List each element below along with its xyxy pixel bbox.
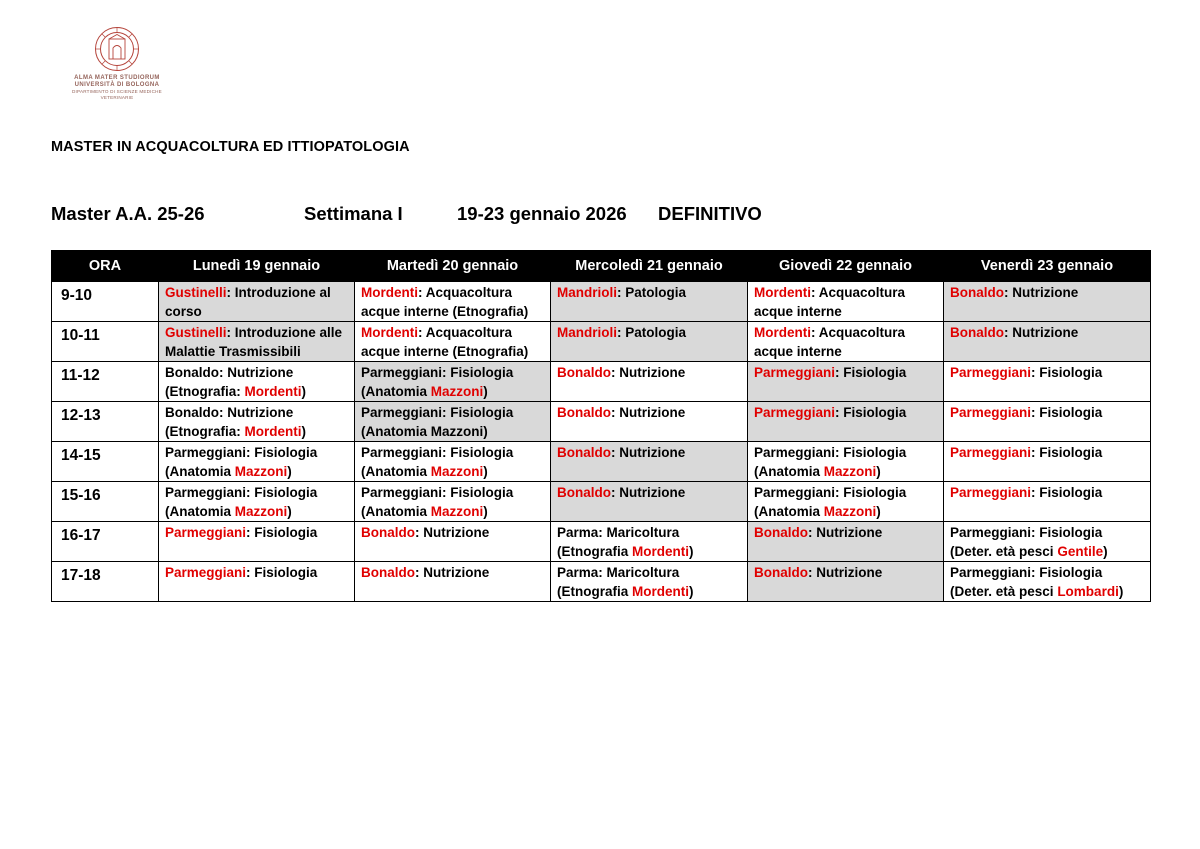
lecturer-name: Mordenti — [632, 544, 690, 559]
timetable — [51, 250, 1151, 602]
schedule-cell — [355, 482, 551, 522]
lecturer-name: Bonaldo — [950, 285, 1004, 300]
lecturer-name: Mazzoni — [430, 504, 484, 519]
schedule-cell — [159, 402, 355, 442]
cell-text: Parmeggiani: Fisiologia (Anatomia — [361, 445, 514, 479]
lecturer-name: Mazzoni — [430, 384, 484, 399]
cell-text: Parmeggiani: Fisiologia (Anatomia — [361, 485, 514, 519]
cell-text: ) — [689, 584, 694, 599]
lecturer-name: Parmeggiani — [165, 525, 247, 540]
schedule-cell — [551, 402, 748, 442]
schedule-cell — [355, 282, 551, 322]
cell-text: : Nutrizione — [415, 565, 490, 580]
cell-text: ) — [876, 464, 881, 479]
time-cell: 11-12 — [52, 362, 159, 402]
cell-text: : Nutrizione — [1004, 285, 1079, 300]
table-row — [52, 322, 1151, 362]
cell-text: : Nutrizione — [611, 445, 686, 460]
cell-text: : Fisiologia — [246, 525, 318, 540]
cell-text: : Fisiologia — [835, 405, 907, 420]
cell-text: ) — [1118, 584, 1124, 599]
time-cell: 9-10 — [52, 282, 159, 322]
lecturer-name: Mordenti — [361, 325, 418, 340]
cell-text: Parmeggiani: Fisiologia (Deter. età pesci — [950, 565, 1103, 599]
cell-text: Parmeggiani: Fisiologia (Anatomia — [165, 445, 318, 479]
time-cell: 10-11 — [52, 322, 159, 362]
lecturer-name: Parmeggiani — [950, 405, 1032, 420]
schedule-cell — [551, 522, 748, 562]
schedule-cell — [551, 362, 748, 402]
date-range-label: 19-23 gennaio 2026 — [457, 203, 627, 224]
schedule-cell — [944, 562, 1151, 602]
cell-text: : Nutrizione — [611, 365, 686, 380]
cell-text: Parmeggiani: Fisiologia (Anatomia — [754, 445, 907, 479]
lecturer-name: Lombardi — [1057, 584, 1119, 599]
lecturer-name: Mordenti — [244, 424, 302, 439]
lecturer-name: Bonaldo — [557, 405, 611, 420]
lecturer-name: Parmeggiani — [165, 565, 247, 580]
cell-text: : Patologia — [617, 325, 687, 340]
table-row — [52, 442, 1151, 482]
lecturer-name: Mordenti — [632, 584, 690, 599]
column-header: Martedì 20 gennaio — [355, 251, 551, 282]
column-header: Venerdì 23 gennaio — [944, 251, 1151, 282]
lecturer-name: Mordenti — [361, 285, 418, 300]
cell-text: : Nutrizione — [415, 525, 490, 540]
timetable-body — [52, 282, 1151, 602]
schedule-cell — [944, 282, 1151, 322]
lecturer-name: Mazzoni — [430, 464, 484, 479]
schedule-cell — [748, 482, 944, 522]
logo-text-line3: DIPARTIMENTO DI SCIENZE MEDICHE VETERINARIE — [72, 89, 162, 100]
cell-text: : Acquacoltura acque interne — [754, 285, 906, 319]
cell-text: ) — [1103, 544, 1108, 559]
schedule-cell — [748, 562, 944, 602]
cell-text: : Nutrizione — [1004, 325, 1079, 340]
cell-text: Parma: Maricoltura (Etnografia — [557, 525, 680, 559]
logo-text-line1: ALMA MATER STUDIORUM — [74, 75, 160, 81]
lecturer-name: Parmeggiani — [950, 445, 1032, 460]
lecturer-name: Parmeggiani — [754, 405, 836, 420]
lecturer-name: Mordenti — [244, 384, 302, 399]
timetable-head-row — [52, 251, 1151, 282]
schedule-cell — [355, 322, 551, 362]
cell-text: : Nutrizione — [611, 485, 686, 500]
schedule-cell — [551, 322, 748, 362]
cell-text: : Fisiologia — [1031, 445, 1103, 460]
schedule-cell — [355, 442, 551, 482]
cell-text: : Fisiologia — [1031, 405, 1103, 420]
schedule-cell — [159, 562, 355, 602]
schedule-cell — [944, 482, 1151, 522]
lecturer-name: Parmeggiani — [950, 365, 1032, 380]
time-cell: 14-15 — [52, 442, 159, 482]
cell-text: ) — [483, 504, 488, 519]
cell-text: : Nutrizione — [808, 525, 883, 540]
table-row — [52, 482, 1151, 522]
schedule-cell — [355, 522, 551, 562]
schedule-cell — [748, 362, 944, 402]
lecturer-name: Mazzoni — [823, 464, 877, 479]
schedule-cell — [159, 362, 355, 402]
lecturer-name: Parmeggiani — [950, 485, 1032, 500]
schedule-cell — [159, 482, 355, 522]
university-seal-icon — [94, 26, 140, 72]
schedule-cell — [355, 362, 551, 402]
lecturer-name: Bonaldo — [754, 525, 808, 540]
cell-text: : Introduzione alle Malattie Trasmissibili — [165, 325, 343, 359]
schedule-cell — [748, 442, 944, 482]
table-row — [52, 402, 1151, 442]
schedule-cell — [944, 442, 1151, 482]
cell-text: Parmeggiani: Fisiologia (Anatomia — [754, 485, 907, 519]
lecturer-name: Mandrioli — [557, 285, 617, 300]
schedule-cell — [944, 402, 1151, 442]
time-cell: 12-13 — [52, 402, 159, 442]
cell-text: : Fisiologia — [246, 565, 318, 580]
university-logo — [60, 26, 174, 101]
lecturer-name: Gustinelli — [165, 285, 227, 300]
table-row — [52, 562, 1151, 602]
cell-text: Bonaldo: Nutrizione (Etnografia: — [165, 365, 294, 399]
lecturer-name: Mordenti — [754, 325, 811, 340]
schedule-cell — [551, 442, 748, 482]
document-title: MASTER IN ACQUACOLTURA ED ITTIOPATOLOGIA — [51, 139, 410, 155]
lecturer-name: Bonaldo — [557, 485, 611, 500]
time-cell: 15-16 — [52, 482, 159, 522]
cell-text: ) — [287, 464, 292, 479]
cell-text: Parmeggiani: Fisiologia (Anatomia Mazzoni) — [361, 405, 514, 439]
column-header: Mercoledì 21 gennaio — [551, 251, 748, 282]
table-row — [52, 522, 1151, 562]
cell-text: : Nutrizione — [611, 405, 686, 420]
column-header: Giovedì 22 gennaio — [748, 251, 944, 282]
cell-text: Parmeggiani: Fisiologia (Anatomia — [361, 365, 514, 399]
lecturer-name: Mandrioli — [557, 325, 617, 340]
schedule-cell — [944, 522, 1151, 562]
cell-text: ) — [301, 424, 306, 439]
cell-text: : Fisiologia — [1031, 485, 1103, 500]
cell-text: ) — [301, 384, 306, 399]
column-header: Lunedì 19 gennaio — [159, 251, 355, 282]
schedule-cell — [748, 522, 944, 562]
table-row — [52, 362, 1151, 402]
schedule-cell — [159, 442, 355, 482]
cell-text: : Acquacoltura acque interne — [754, 325, 906, 359]
schedule-cell — [944, 362, 1151, 402]
schedule-cell — [748, 322, 944, 362]
week-label: Settimana I — [304, 203, 403, 224]
cell-text: Parmeggiani: Fisiologia (Deter. età pesci — [950, 525, 1103, 559]
lecturer-name: Bonaldo — [950, 325, 1004, 340]
cell-text: Parma: Maricoltura (Etnografia — [557, 565, 680, 599]
lecturer-name: Mordenti — [754, 285, 811, 300]
schedule-cell — [551, 282, 748, 322]
column-header: ORA — [52, 251, 159, 282]
schedule-cell — [944, 322, 1151, 362]
lecturer-name: Gentile — [1057, 544, 1104, 559]
lecturer-name: Gustinelli — [165, 325, 227, 340]
lecturer-name: Bonaldo — [754, 565, 808, 580]
lecturer-name: Bonaldo — [557, 365, 611, 380]
cell-text: : Introduzione al corso — [165, 285, 331, 319]
cell-text: ) — [287, 504, 292, 519]
schedule-cell — [159, 322, 355, 362]
lecturer-name: Mazzoni — [823, 504, 877, 519]
schedule-cell — [355, 562, 551, 602]
table-row — [52, 282, 1151, 322]
schedule-cell — [551, 482, 748, 522]
cell-text: ) — [483, 384, 488, 399]
cell-text: ) — [689, 544, 694, 559]
cell-text: : Fisiologia — [1031, 365, 1103, 380]
schedule-cell — [748, 402, 944, 442]
schedule-cell — [159, 522, 355, 562]
cell-text: : Patologia — [617, 285, 687, 300]
lecturer-name: Mazzoni — [234, 464, 288, 479]
cell-text: : Acquacoltura acque interne (Etnografia) — [361, 325, 529, 359]
time-cell: 17-18 — [52, 562, 159, 602]
cell-text: ) — [876, 504, 881, 519]
cell-text: ) — [483, 464, 488, 479]
cell-text: : Acquacoltura acque interne (Etnografia) — [361, 285, 529, 319]
lecturer-name: Bonaldo — [361, 565, 415, 580]
schedule-cell — [748, 282, 944, 322]
lecturer-name: Parmeggiani — [754, 365, 836, 380]
cell-text: Parmeggiani: Fisiologia (Anatomia — [165, 485, 318, 519]
cell-text: : Fisiologia — [835, 365, 907, 380]
logo-text-line2: UNIVERSITÀ DI BOLOGNA — [74, 82, 160, 88]
schedule-cell — [159, 282, 355, 322]
schedule-cell — [551, 562, 748, 602]
schedule-cell — [355, 402, 551, 442]
schedule-meta — [0, 203, 1200, 227]
cell-text: : Nutrizione — [808, 565, 883, 580]
lecturer-name: Bonaldo — [557, 445, 611, 460]
status-label: DEFINITIVO — [658, 203, 762, 224]
cell-text: Bonaldo: Nutrizione (Etnografia: — [165, 405, 294, 439]
lecturer-name: Bonaldo — [361, 525, 415, 540]
master-year-label: Master A.A. 25-26 — [51, 203, 205, 224]
lecturer-name: Mazzoni — [234, 504, 288, 519]
time-cell: 16-17 — [52, 522, 159, 562]
